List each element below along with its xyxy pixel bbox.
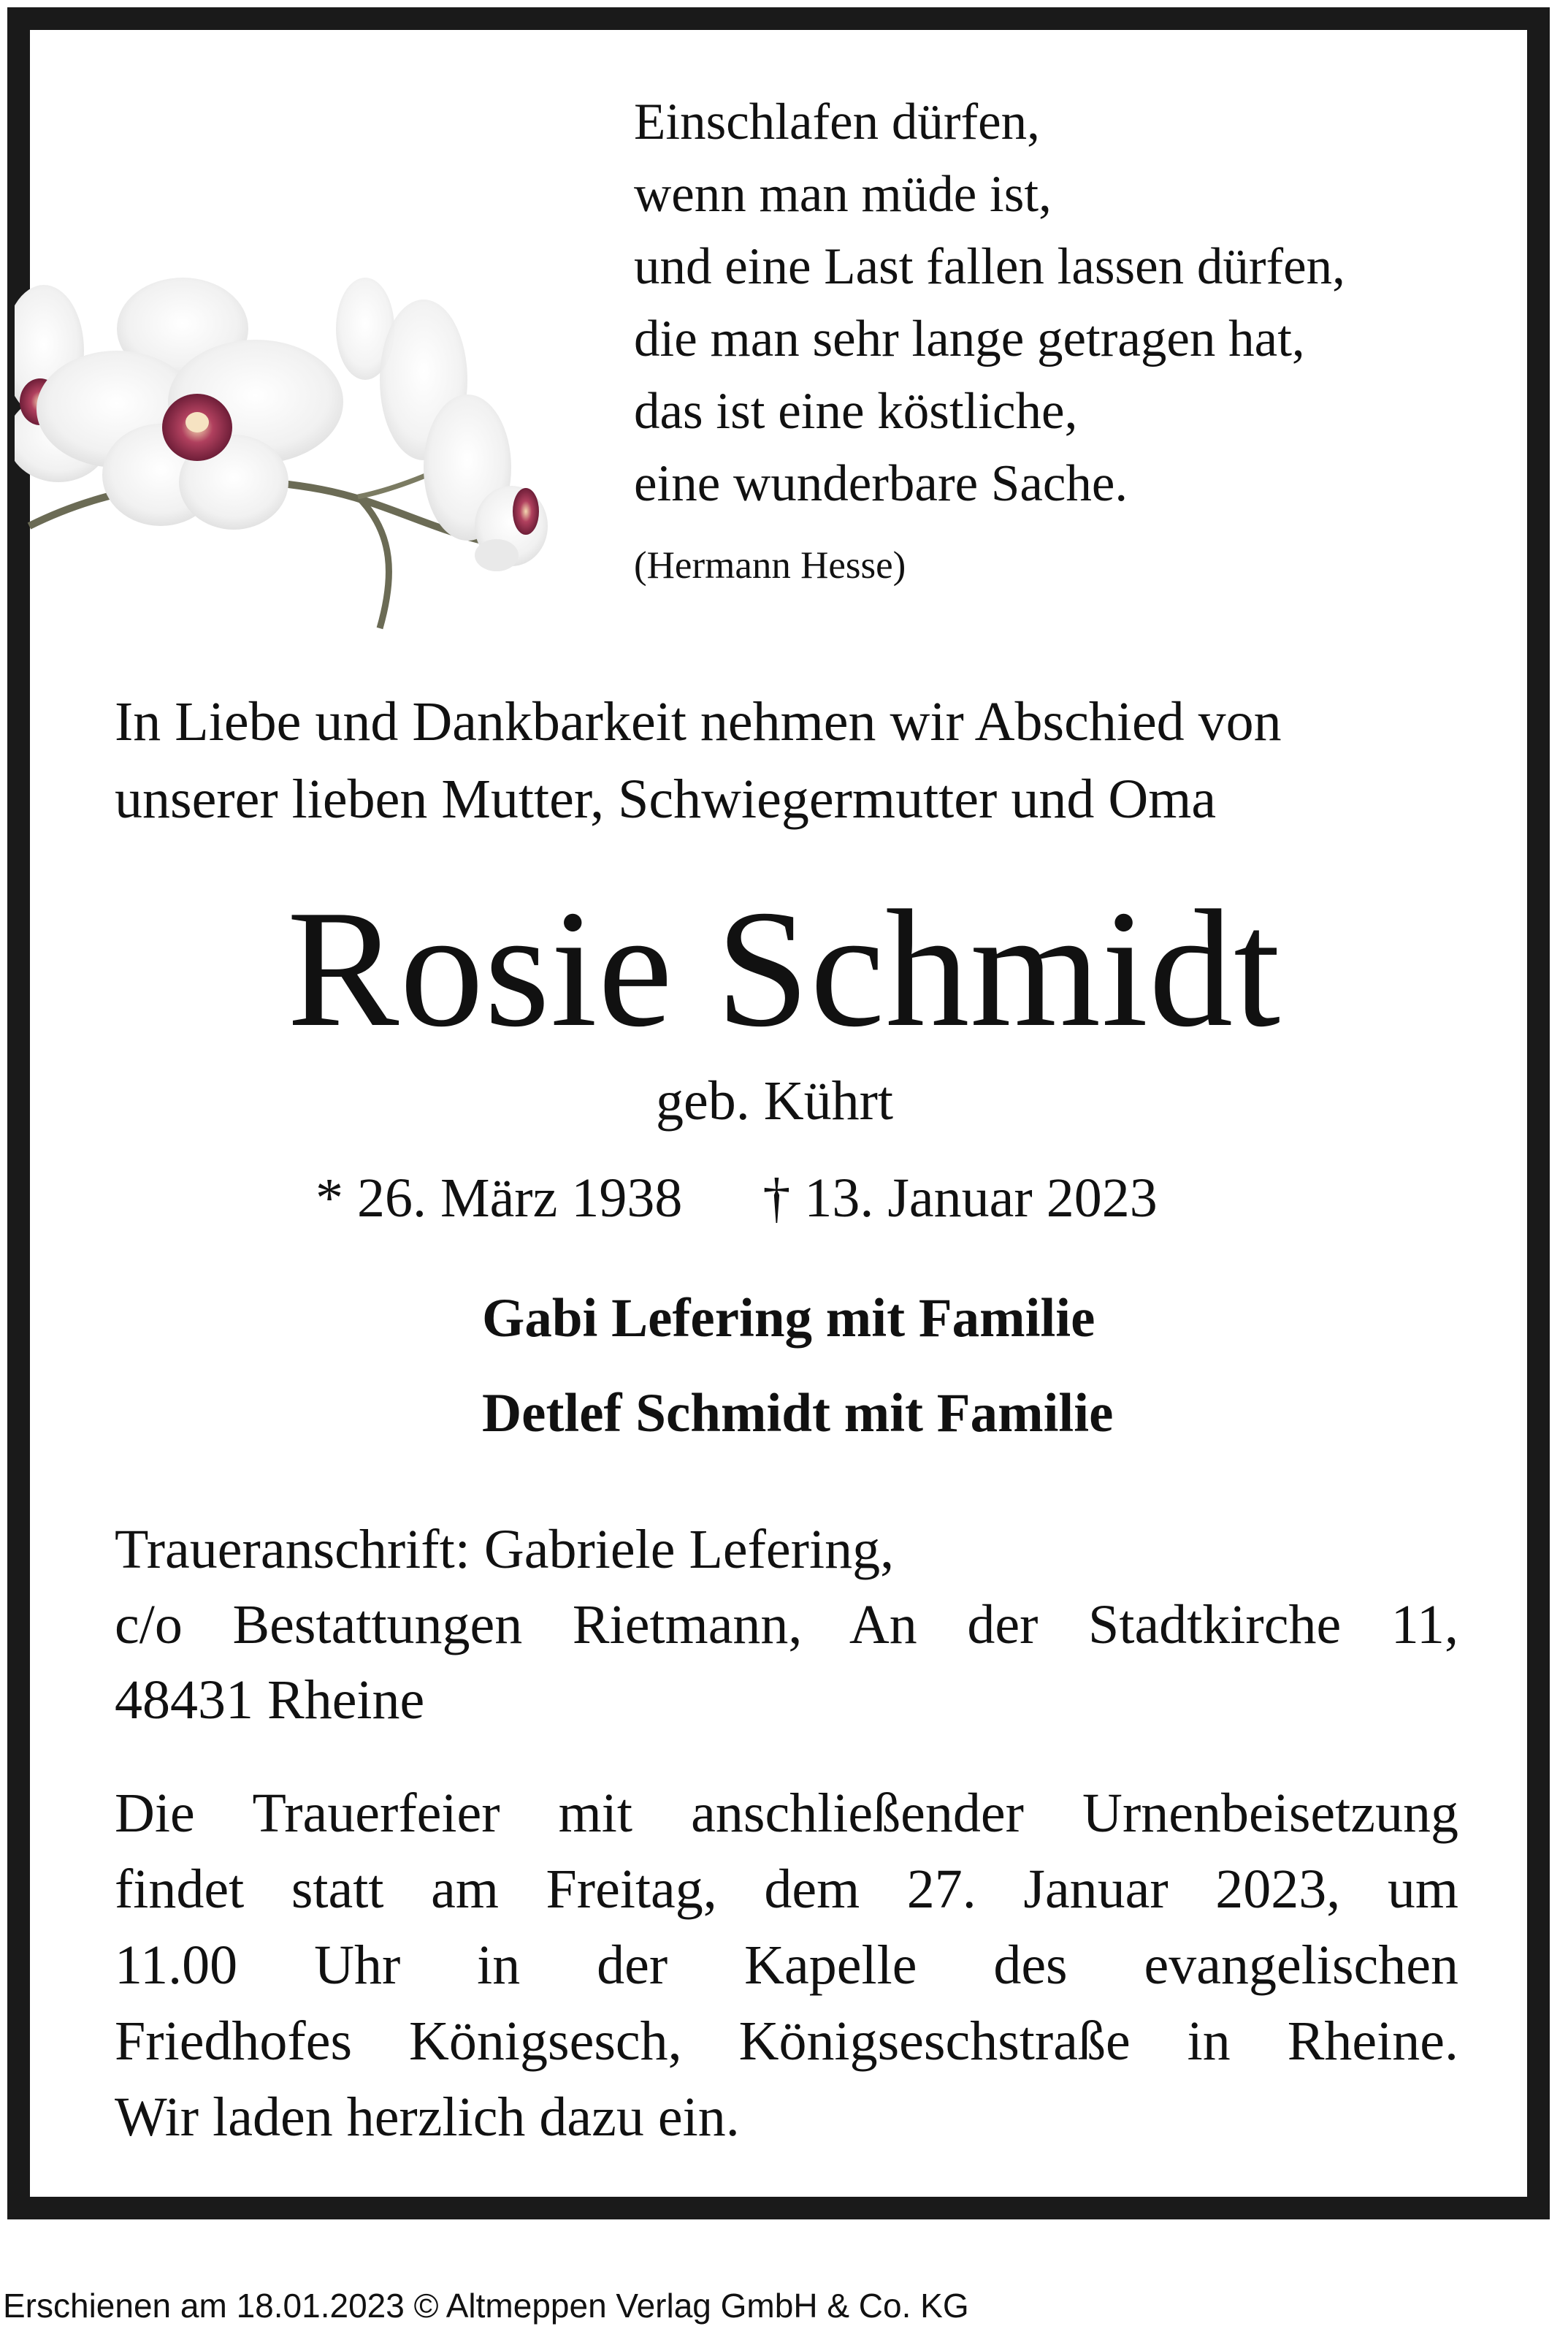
poem-line: das ist eine köstliche, [634,383,1078,440]
address-line: 48431 Rheine [115,1669,425,1731]
poem-author: (Hermann Hesse) [634,544,906,587]
poem-line: und eine Last fallen lassen dürfen, [634,238,1345,295]
intro-text [115,683,1458,838]
deceased-name: Rosie Schmidt [286,875,1282,1061]
poem-line: Einschlafen dürfen, [634,94,1040,150]
poem-line: wenn man müde ist, [634,166,1052,223]
intro-line: unserer lieben Mutter, Schwiegermutter und Oma [115,769,1217,830]
mourner-line: Gabi Lefering mit Familie [482,1288,1095,1349]
address-line: Traueranschrift: Gabriele Lefering, [115,1519,895,1580]
poem [634,86,1510,587]
ceremony-line: 11.00 Uhr in der Kapelle des evangelischen [115,1935,1458,1996]
mourner-line: Detlef Schmidt mit Familie [482,1383,1114,1444]
maiden-name: geb. Kührt [656,1070,894,1132]
life-dates [315,1165,1158,1231]
death-date: † 13. Januar 2023 [762,1167,1158,1229]
ceremony-text [115,1775,1458,2155]
ceremony-line: findet statt am Freitag, dem 27. Januar 2023, um [115,1859,1458,1920]
birth-date: * 26. März 1938 [315,1167,683,1229]
publication-footer: Erschienen am 18.01.2023 © Altmeppen Verlag GmbH & Co. KG [3,2287,969,2325]
orchid-icon [15,248,584,657]
address-line: c/o Bestattungen Rietmann, An der Stadtkirche 11, [115,1594,1458,1655]
ceremony-line: Friedhofes Königsesch, Königseschstraße in Rheine. [115,2010,1458,2072]
poem-line: eine wunderbare Sache. [634,455,1128,512]
intro-line: In Liebe und Dankbarkeit nehmen wir Abschied von [115,691,1282,752]
ceremony-line: Wir laden herzlich dazu ein. [115,2086,740,2148]
poem-line: die man sehr lange getragen hat, [634,310,1305,367]
ceremony-line: Die Trauerfeier mit anschließender Urnenbeisetzung [115,1783,1458,1844]
mourning-address [115,1512,1458,1738]
